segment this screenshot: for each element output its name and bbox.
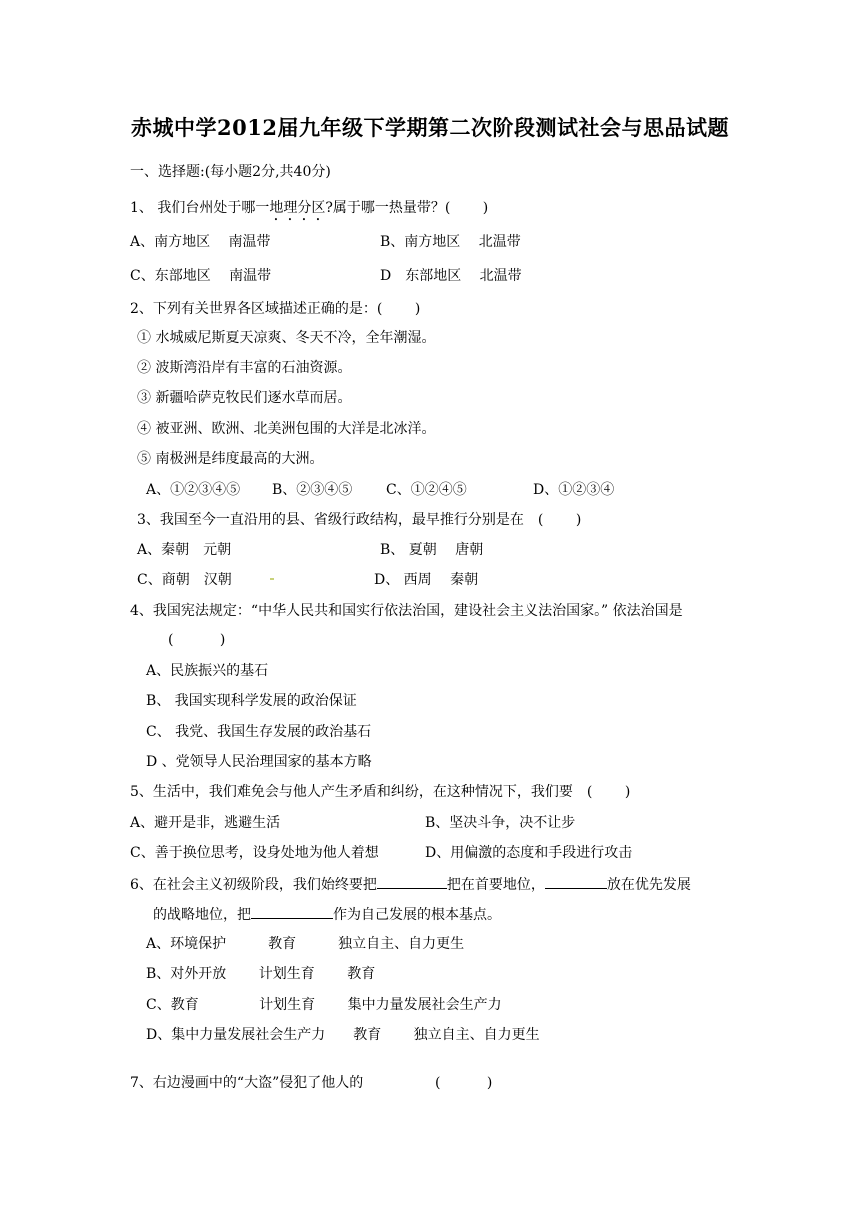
question-5-option-b: B、坚决斗争，决不让步 xyxy=(425,815,576,831)
question-6-text-5: 作为自己发展的根本基点。 xyxy=(333,907,501,923)
question-5-option-a: A、避开是非，逃避生活 xyxy=(130,815,281,831)
question-6-option-c: C、教育 计划生育 集中力量发展社会生产力 xyxy=(146,997,502,1013)
question-5-option-d: D、用偏激的态度和手段进行攻击 xyxy=(425,845,633,861)
question-5-option-c: C、善于换位思考，设身处地为他人着想 xyxy=(130,845,379,861)
question-6-blank-3 xyxy=(251,904,333,919)
question-2-statement-1: ① 水城威尼斯夏天凉爽、冬天不冷，全年潮湿。 xyxy=(137,330,436,346)
question-1-suffix: ?属于哪一热量带？( ) xyxy=(325,200,489,216)
question-2-option-c: C、①②④⑤ xyxy=(386,482,467,498)
question-4-answer-paren: ( ) xyxy=(168,632,226,648)
question-3-option-d: D、 西周 秦朝 xyxy=(374,572,479,588)
question-2-option-a: A、①②③④⑤ xyxy=(146,482,241,498)
question-7-answer-paren: ( ) xyxy=(435,1075,493,1091)
question-6-text-2: 把在首要地位， xyxy=(446,877,545,893)
question-6-text-4: 的战略地位，把 xyxy=(153,907,251,923)
question-6-option-d: D、集中力量发展社会生产力 教育 独立自主、自力更生 xyxy=(146,1027,540,1043)
question-2-stem: 2、下列有关世界各区域描述正确的是：( ) xyxy=(130,301,421,317)
question-2-statement-3: ③ 新疆哈萨克牧民们逐水草而居。 xyxy=(137,390,352,406)
question-2-statement-2: ② 波斯湾沿岸有丰富的石油资源。 xyxy=(137,360,352,376)
question-1-emphasis: 地理分区 xyxy=(269,200,326,216)
question-2-statement-4: ④ 被亚洲、欧洲、北美洲包围的大洋是北冰洋。 xyxy=(137,421,436,437)
question-1-stem xyxy=(130,198,488,224)
question-4-option-b: B、 我国实现科学发展的政治保证 xyxy=(146,693,357,709)
highlight-mark xyxy=(270,578,274,580)
question-4-stem: 4、我国宪法规定：“中华人民共和国实行依法治国，建设社会主义法治国家。” 依法治国是 xyxy=(130,603,683,619)
question-1-option-a: A、南方地区 南温带 xyxy=(130,234,271,250)
question-2-option-b: B、②③④⑤ xyxy=(272,482,353,498)
question-1-option-b: B、南方地区 北温带 xyxy=(380,234,521,250)
question-1-option-c: C、东部地区 南温带 xyxy=(130,268,272,284)
question-5-stem: 5、生活中，我们难免会与他人产生矛盾和纠纷，在这种情况下，我们要 ( ) xyxy=(130,784,631,800)
question-6-blank-1 xyxy=(377,874,447,889)
question-3-option-c: C、商朝 汉朝 xyxy=(137,572,232,588)
question-6-stem xyxy=(130,874,691,895)
question-7-stem: 7、右边漫画中的“大盗”侵犯了他人的 xyxy=(130,1075,364,1091)
question-6-stem-continued xyxy=(153,904,501,925)
question-6-text-3: 放在优先发展 xyxy=(606,877,691,893)
question-3-option-a: A、秦朝 元朝 xyxy=(137,542,232,558)
question-3-option-b: B、 夏朝 唐朝 xyxy=(380,542,484,558)
question-6-blank-2 xyxy=(545,874,607,889)
question-4-option-a: A、民族振兴的基石 xyxy=(146,663,269,679)
question-6-option-a: A、环境保护 教育 独立自主、自力更生 xyxy=(146,936,465,952)
question-4-option-c: C、 我党、我国生存发展的政治基石 xyxy=(146,724,372,740)
section-heading: 一、选择题:(每小题2分,共40分) xyxy=(130,164,331,180)
question-3-stem: 3、我国至今一直沿用的县、省级行政结构，最早推行分别是在 ( ) xyxy=(137,512,582,528)
question-4-option-d: D 、党领导人民治理国家的基本方略 xyxy=(146,754,372,770)
question-6-text-1: 6、在社会主义初级阶段，我们始终要把 xyxy=(130,877,377,893)
question-1-option-d: D 东部地区 北温带 xyxy=(380,268,522,284)
page-title: 赤城中学2012届九年级下学期第二次阶段测试社会与思品试题 xyxy=(131,115,729,140)
question-2-option-d: D、①②③④ xyxy=(533,482,615,498)
question-2-statement-5: ⑤ 南极洲是纬度最高的大洲。 xyxy=(137,451,324,467)
question-1-prefix: 1、 我们台州处于哪一 xyxy=(130,200,270,216)
question-6-option-b: B、对外开放 计划生育 教育 xyxy=(146,966,376,982)
